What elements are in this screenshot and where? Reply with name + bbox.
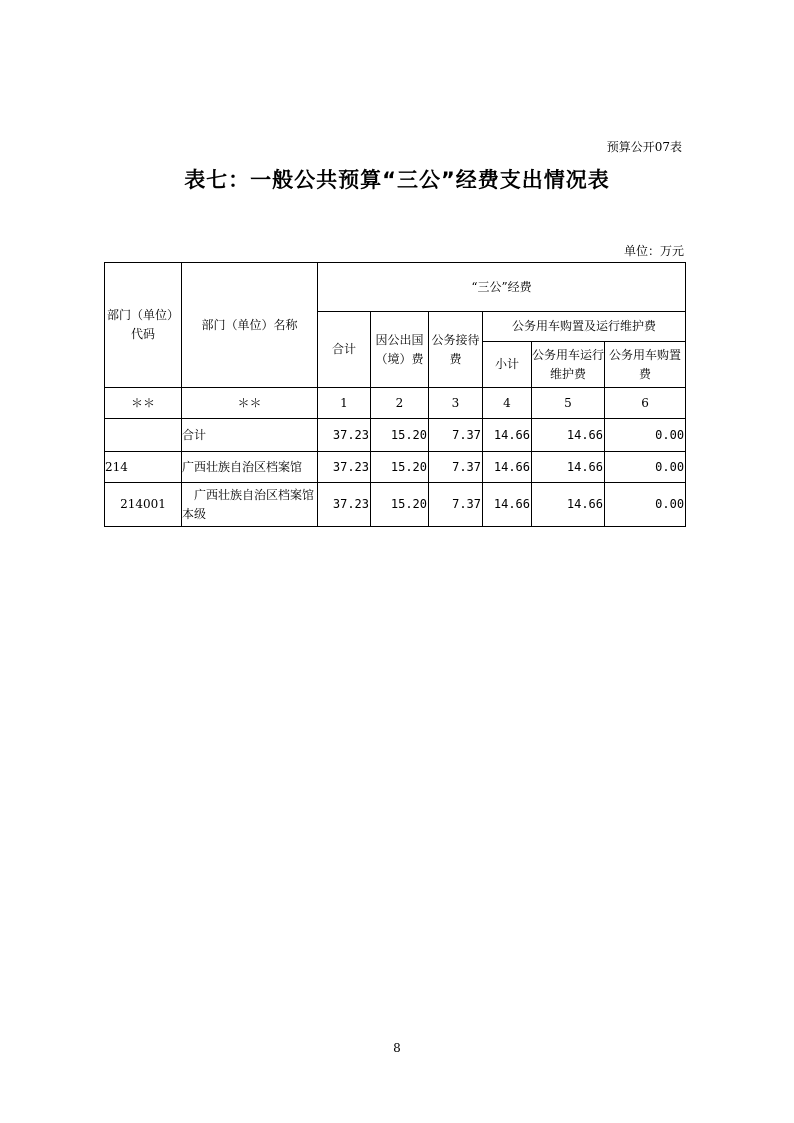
cell-code: 214 [105,452,182,483]
page-number: 8 [393,1041,401,1055]
cell-purchase: 0.00 [605,483,686,527]
table-row [105,419,686,452]
cell-code [105,419,182,452]
cell-abroad: 15.20 [371,452,429,483]
index-cell: 3 [429,388,483,419]
index-cell: 1 [318,388,371,419]
budget-table [104,262,686,527]
cell-reception: 7.37 [429,452,483,483]
index-cell: 2 [371,388,429,419]
index-cell: 4 [483,388,532,419]
cell-operation: 14.66 [532,419,605,452]
header-reception: 公务接待费 [429,312,483,388]
cell-reception: 7.37 [429,483,483,527]
cell-code: 214001 [105,483,182,527]
cell-subtotal: 14.66 [483,452,532,483]
table-row [105,452,686,483]
header-vehicle-purchase: 公务用车购置费 [605,342,686,388]
cell-name: 广西壮族自治区档案馆 [182,452,318,483]
index-row [105,388,686,419]
cell-total: 37.23 [318,483,371,527]
header-dept-code: 部门（单位）代码 [105,263,182,388]
header-subtotal: 小计 [483,342,532,388]
cell-name: 合计 [182,419,318,452]
table-row [105,483,686,527]
cell-purchase: 0.00 [605,419,686,452]
cell-operation: 14.66 [532,452,605,483]
header-abroad: 因公出国（境）费 [371,312,429,388]
index-cell: 6 [605,388,686,419]
cell-reception: 7.37 [429,419,483,452]
cell-subtotal: 14.66 [483,419,532,452]
cell-purchase: 0.00 [605,452,686,483]
cell-operation: 14.66 [532,483,605,527]
index-cell: ＊＊ [182,388,318,419]
page-title: 表七：一般公共预算“三公”经费支出情况表 [184,168,610,192]
header-vehicle-operation: 公务用车运行维护费 [532,342,605,388]
header-dept-name: 部门（单位）名称 [182,263,318,388]
header-sangong: “三公”经费 [318,263,686,312]
unit-label: 单位：万元 [623,244,684,258]
index-cell: ＊＊ [105,388,182,419]
header-vehicle: 公务用车购置及运行维护费 [483,312,686,342]
table-code: 预算公开07表 [606,140,682,154]
cell-abroad: 15.20 [371,419,429,452]
cell-abroad: 15.20 [371,483,429,527]
header-total: 合计 [318,312,371,388]
cell-total: 37.23 [318,452,371,483]
cell-subtotal: 14.66 [483,483,532,527]
index-cell: 5 [532,388,605,419]
cell-total: 37.23 [318,419,371,452]
cell-name: 广西壮族自治区档案馆本级 [182,483,318,527]
